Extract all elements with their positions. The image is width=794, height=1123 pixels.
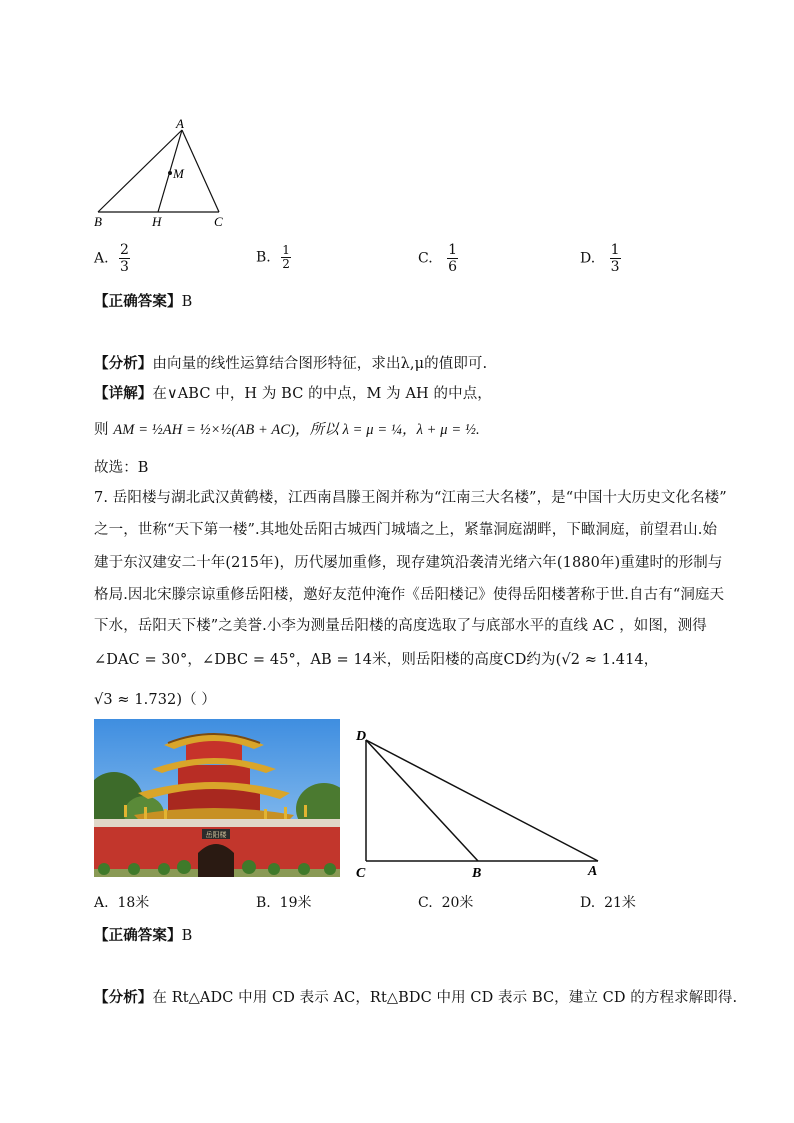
option-numerator: 1 [610, 242, 620, 258]
q6-option-a[interactable]: A. $\frac{2}{3}$ [94, 242, 129, 275]
q6-option-b[interactable]: B. $\frac{1}{2}$ [256, 243, 290, 271]
q6-detail-line1: 【详解】在∨ABC 中，H 为 BC 的中点，M 为 AH 的中点， [94, 385, 492, 402]
option-numerator: 1 [282, 243, 290, 257]
option-numerator: 2 [120, 242, 129, 258]
plaque-text: 岳阳楼 [205, 831, 227, 839]
q6-option-c[interactable]: C. $\frac{1}{6}$ [418, 242, 458, 275]
yueyang-tower-photo [94, 719, 340, 877]
label-A2: A [588, 864, 598, 879]
q7-line-2: 之一，世称“天下第一楼”.其地处岳阳古城西门城墙之上，紧靠洞庭湖畔，下瞰洞庭，前望君山.始 [94, 522, 718, 538]
option-numerator: 1 [448, 242, 458, 258]
option-denominator: 6 [448, 259, 458, 275]
triangle-figure [88, 118, 238, 233]
label-H: H [152, 214, 162, 229]
q6-answer: 【正确答案】B [94, 293, 193, 310]
option-denominator: 3 [610, 259, 620, 275]
q7-answer: 【正确答案】B [94, 927, 193, 944]
option-denominator: 3 [120, 259, 129, 275]
option-denominator: 2 [282, 257, 290, 271]
label-A: A [176, 118, 184, 131]
q7-option-b[interactable]: B. 19米 [256, 895, 312, 911]
q7-option-a[interactable]: A. 18米 [94, 895, 150, 911]
q7-analysis: 【分析】在 Rt△ADC 中用 CD 表示 AC，Rt△BDC 中用 CD 表示 BC，建立 CD 的方程求解即得. [94, 989, 738, 1006]
q7-option-d[interactable]: D. 21米 [580, 895, 636, 911]
q7-line-4: 格局.因北宋滕宗谅重修岳阳楼，邀好友范仲淹作《岳阳楼记》使得岳阳楼著称于世.自古有“洞庭天 [94, 587, 725, 603]
label-C: C [214, 214, 223, 229]
vector-equation: AM = ½AH = ½×½(AB + AC)，所以 λ = μ = ¼，λ + μ = ½. [113, 422, 480, 438]
q7-line-6: ∠DAC = 30°，∠DBC = 45°，AB = 14米，则岳阳楼的高度CD约为(√2 ≈ 1.414， [94, 652, 659, 668]
height-measurement-diagram [354, 724, 610, 880]
label-C2: C [356, 866, 366, 880]
label-B2: B [472, 866, 482, 880]
label-M: M [173, 166, 184, 181]
q7-line-3: 建于东汉建安二十年(215年)，历代屡加重修，现存建筑沿袭清光绪六年(1880年)重建时的形制与 [94, 555, 723, 571]
label-B: B [94, 214, 102, 229]
label-D: D [356, 729, 367, 744]
q6-option-d[interactable]: D. $\frac{1}{3}$ [580, 242, 620, 275]
q7-line-5: 下水，岳阳天下楼”之美誉.小李为测量岳阳楼的高度选取了与底部水平的直线 AC ，如图，测得 [94, 618, 707, 634]
q7-option-c[interactable]: C. 20米 [418, 895, 474, 911]
q6-conclusion: 故选：B [94, 460, 149, 476]
q7-line-1: 7. 岳阳楼与湖北武汉黄鹤楼，江西南昌滕王阁并称为“江南三大名楼”，是“中国十大历史文化名楼” [94, 490, 727, 506]
q7-line-7: √3 ≈ 1.732)（ ） [94, 692, 217, 708]
q6-analysis: 【分析】由向量的线性运算结合图形特征，求出λ,μ的值即可. [94, 355, 488, 372]
q6-detail-line2: 则 AM = ½AH = ½×½(AB + AC)，所以 λ = μ = ¼，λ + μ = ½. [94, 422, 480, 438]
